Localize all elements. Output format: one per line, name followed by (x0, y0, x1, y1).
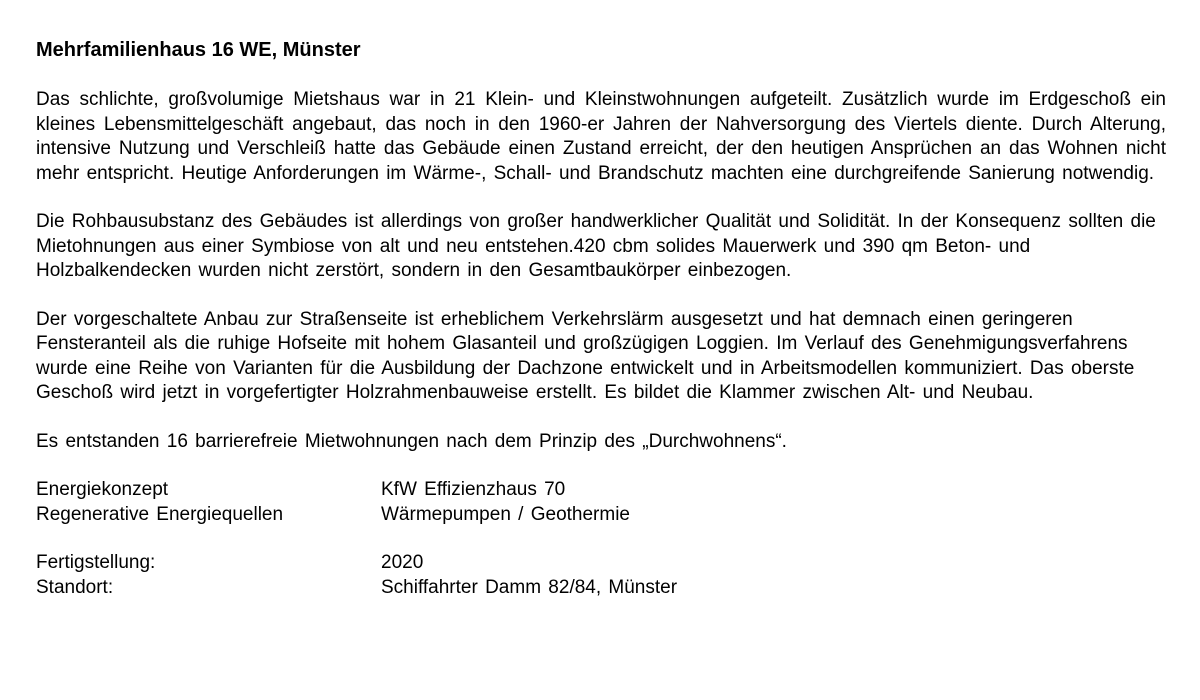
fact-row-completion (36, 551, 1166, 576)
paragraph-extension: Der vorgeschaltete Anbau zur Straßenseite ist erheblichem Verkehrslärm ausgesetzt und hat demnach einen geringeren Fensteranteil als die ruhige Hofseite mit hohem Glasanteil und großzügigen Loggien. Im Verlauf des Genehmigungsverfahrens wurde eine Reihe von Varianten für die Ausbildung der Dachzone entwickelt und in Arbeitsmodellen kommuniziert. Das oberste Geschoß wird jetzt in vorgefertigter Holzrahmenbauweise erstellt. Es bildet die Klammer zwischen Alt- und Neubau. (36, 308, 1135, 403)
project-facts (36, 551, 1166, 600)
fact-value: 2020 (381, 552, 424, 573)
fact-label: Standort: (36, 576, 114, 598)
fact-value: Schiffahrter Damm 82/84, Münster (381, 576, 678, 598)
fact-label: Fertigstellung: (36, 552, 156, 573)
fact-label: Regenerative Energiequellen (36, 503, 284, 525)
paragraph-substance: Die Rohbausubstanz des Gebäudes ist allerdings von großer handwerklicher Qualität und Solidität. In der Konsequenz sollten die Mietohnungen aus einer Symbiose von alt und neu entstehen.420 cbm solides Mauerwerk und 390 qm Beton- und Holzbalkendecken wurden nicht zerstört, sondern in den Gesamtbaukörper einbezogen. (36, 211, 1156, 281)
fact-row-energy-concept (36, 478, 1166, 503)
paragraph-intro: Das schlichte, großvolumige Mietshaus war in 21 Klein- und Kleinstwohnungen aufgeteilt. Zusätzlich wurde im Erdgeschoß ein kleines Lebensmittelgeschäft angebaut, das noch in den 1960-er Jahren der Nahversorgung des Viertels diente. Durch Alterung, intensive Nutzung und Verschleiß hatte das Gebäude einen Zustand erreicht, der den heutigen Ansprüchen an das Wohnen nicht mehr entspricht. Heutige Anforderungen im Wärme-, Schall- und Brandschutz machten eine durchgreifende Sanierung notwendig. (36, 89, 1166, 184)
paragraph-result: Es entstanden 16 barrierefreie Mietwohnungen nach dem Prinzip des „Durchwohnens“. (36, 430, 787, 452)
fact-value: Wärmepumpen / Geothermie (381, 503, 630, 525)
fact-row-location (36, 576, 1166, 601)
fact-label: Energiekonzept (36, 479, 169, 500)
energy-facts (36, 478, 1166, 527)
document-body (36, 38, 1166, 624)
fact-row-energy-sources (36, 503, 1166, 528)
fact-value: KfW Effizienzhaus 70 (381, 479, 566, 500)
document-title: Mehrfamilienhaus 16 WE, Münster (36, 39, 361, 61)
